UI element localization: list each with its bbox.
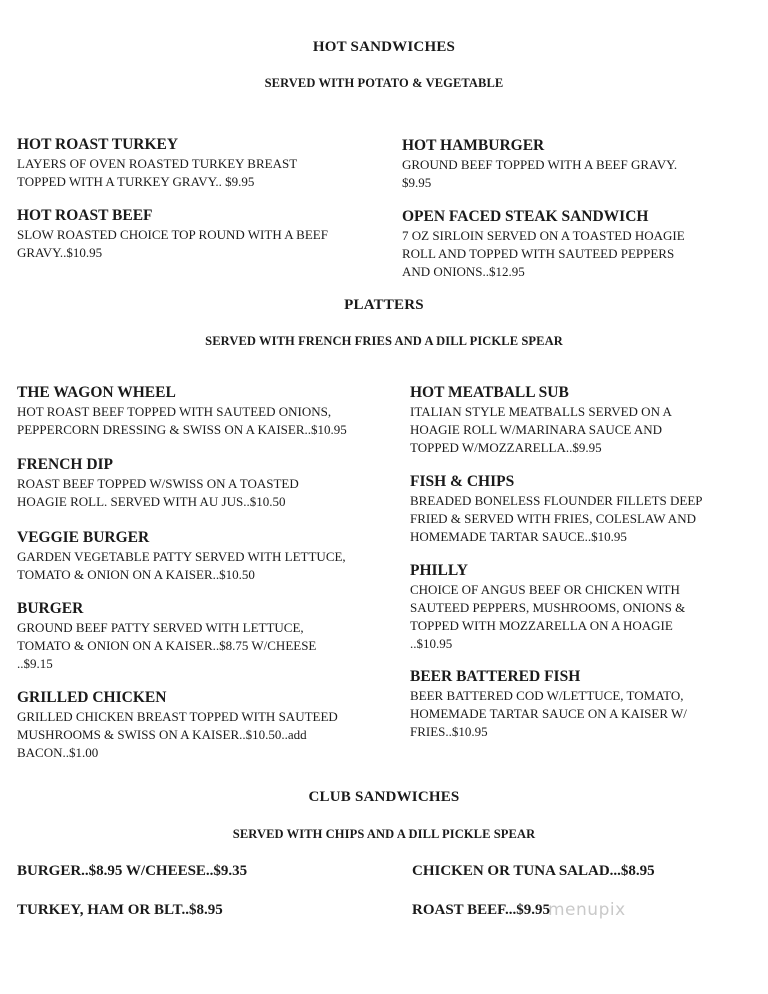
menu-item	[17, 456, 402, 511]
item-name: HOT ROAST BEEF	[17, 207, 153, 224]
watermark: menupix	[548, 900, 626, 920]
item-name: HOT HAMBURGER	[402, 137, 545, 154]
item-description: ITALIAN STYLE MEATBALLS SERVED ON A HOAGIE ROLL W/MARINARA SAUCE AND TOPPED W/MOZZARELLA..$9.95	[410, 404, 672, 455]
item-description: HOT ROAST BEEF TOPPED WITH SAUTEED ONIONS, PEPPERCORN DRESSING & SWISS ON A KAISER..$10.95	[17, 404, 347, 437]
item-description: BEER BATTERED COD W/LETTUCE, TOMATO, HOMEMADE TARTAR SAUCE ON A KAISER W/ FRIES..$10.95	[410, 688, 687, 739]
menu-item	[17, 136, 402, 191]
platters-subtitle: SERVED WITH FRENCH FRIES AND A DILL PICKLE SPEAR	[205, 334, 563, 348]
item-name: PHILLY	[410, 562, 469, 579]
menu-item	[410, 384, 762, 457]
item-name: FISH & CHIPS	[410, 473, 515, 490]
item-description: GROUND BEEF PATTY SERVED WITH LETTUCE, TOMATO & ONION ON A KAISER..$8.75 W/CHEESE ..$9.15	[17, 620, 317, 671]
item-name: GRILLED CHICKEN	[17, 689, 167, 706]
club-item: CHICKEN OR TUNA SALAD...$8.95	[412, 863, 655, 879]
menu-item	[402, 208, 762, 281]
item-description: LAYERS OF OVEN ROASTED TURKEY BREAST TOPPED WITH A TURKEY GRAVY.. $9.95	[17, 156, 298, 189]
item-name: HOT ROAST TURKEY	[17, 136, 179, 153]
menu-item	[17, 689, 402, 762]
club-item: ROAST BEEF...$9.95	[412, 902, 550, 918]
item-name: VEGGIE BURGER	[17, 529, 150, 546]
menu-item	[410, 473, 762, 546]
club-item: BURGER..$8.95 W/CHEESE..$9.35	[17, 863, 248, 879]
platters-title: PLATTERS	[344, 297, 424, 313]
item-description: BREADED BONELESS FLOUNDER FILLETS DEEP FRIED & SERVED WITH FRIES, COLESLAW AND HOMEMADE TARTAR SAUCE..$10.95	[410, 493, 703, 544]
item-name: OPEN FACED STEAK SANDWICH	[402, 208, 649, 225]
item-name: FRENCH DIP	[17, 456, 114, 473]
club-sandwiches-subtitle: SERVED WITH CHIPS AND A DILL PICKLE SPEAR	[232, 827, 536, 841]
item-name: BEER BATTERED FISH	[410, 668, 581, 685]
menu-item	[17, 207, 402, 262]
menu-item	[17, 529, 402, 584]
item-description: GROUND BEEF TOPPED WITH A BEEF GRAVY. $9.95	[402, 157, 678, 190]
item-name: THE WAGON WHEEL	[17, 384, 176, 401]
item-name: HOT MEATBALL SUB	[410, 384, 569, 401]
club-sandwiches-title: CLUB SANDWICHES	[308, 789, 460, 805]
item-description: GRILLED CHICKEN BREAST TOPPED WITH SAUTEED MUSHROOMS & SWISS ON A KAISER..$10.50..add BACON..$1.00	[17, 709, 338, 760]
item-description: ROAST BEEF TOPPED W/SWISS ON A TOASTED HOAGIE ROLL. SERVED WITH AU JUS..$10.50	[17, 476, 299, 509]
club-item: TURKEY, HAM OR BLT..$8.95	[17, 902, 223, 918]
menu-item	[17, 600, 402, 673]
menu-item	[17, 384, 405, 439]
item-name: BURGER	[17, 600, 84, 617]
item-description: GARDEN VEGETABLE PATTY SERVED WITH LETTUCE, TOMATO & ONION ON A KAISER..$10.50	[17, 549, 346, 582]
item-description: SLOW ROASTED CHOICE TOP ROUND WITH A BEEF GRAVY..$10.95	[17, 227, 328, 260]
item-description: CHOICE OF ANGUS BEEF OR CHICKEN WITH SAUTEED PEPPERS, MUSHROOMS, ONIONS & TOPPED WITH MOZZARELLA ON A HOAGIE ..$10.95	[410, 582, 686, 651]
hot-sandwiches-title: HOT SANDWICHES	[312, 39, 456, 55]
menu-item	[402, 137, 762, 192]
menu-item	[410, 668, 762, 741]
menu-item	[410, 562, 762, 653]
hot-sandwiches-subtitle: SERVED WITH POTATO & VEGETABLE	[264, 76, 504, 90]
item-description: 7 OZ SIRLOIN SERVED ON A TOASTED HOAGIE ROLL AND TOPPED WITH SAUTEED PEPPERS AND ONIONS..$12.95	[402, 228, 685, 279]
